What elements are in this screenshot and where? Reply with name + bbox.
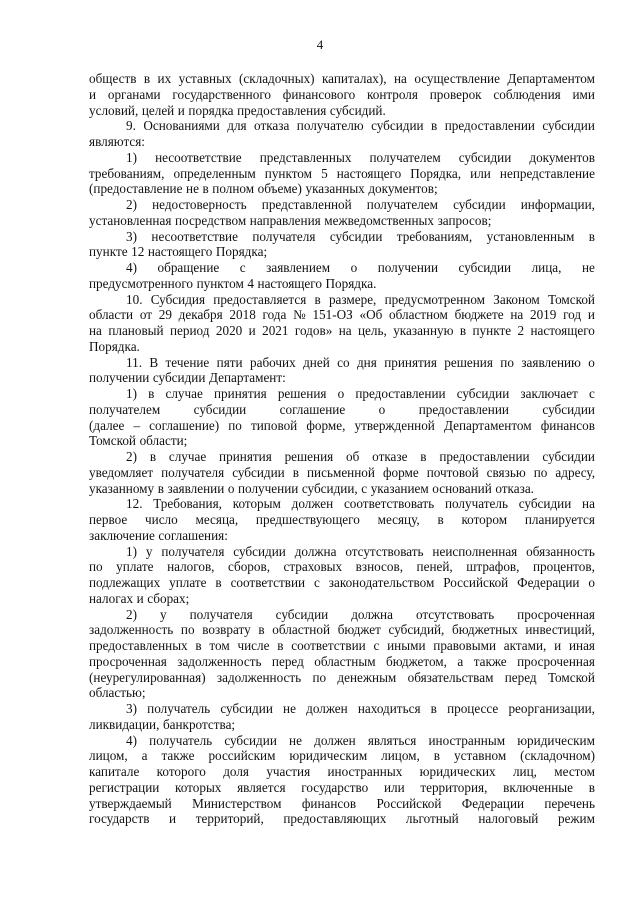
text-line: 1) несоответствие представленных получателем субсидии документов bbox=[126, 149, 595, 165]
paragraph bbox=[89, 449, 595, 496]
paragraph bbox=[89, 71, 595, 118]
paragraph bbox=[89, 386, 595, 449]
text-line: обществ в их уставных (складочных) капиталах), на осуществление Департаментом bbox=[89, 71, 595, 86]
text-line: 9. Основаниями для отказа получателю субсидии в предоставлении субсидии bbox=[126, 118, 595, 134]
text-line: предусмотренного пунктом 4 настоящего Порядка. bbox=[89, 275, 377, 291]
text-line: пункте 12 настоящего Порядка; bbox=[89, 244, 268, 260]
text-line: по уплате налогов, сборов, страховых взносов, пеней, штрафов, процентов, bbox=[89, 559, 595, 575]
text-line: (неурегулированная) задолженность по денежным обязательствам перед Томской bbox=[89, 669, 595, 685]
text-line: уведомляет получателя субсидии в письменной форме почтовой связью по адресу, bbox=[89, 464, 595, 480]
paragraph bbox=[89, 607, 595, 702]
text-line: утверждаемый Министерством финансов Российской Федерации перечень bbox=[89, 795, 595, 811]
text-line: 12. Требования, которым должен соответствовать получатель субсидии на bbox=[126, 496, 595, 512]
body-text bbox=[89, 71, 595, 827]
text-line: 4) получатель субсидии не должен являться иностранным юридическим bbox=[126, 732, 595, 748]
text-line: 4) обращение с заявлением о получении субсидии лица, не bbox=[126, 260, 595, 275]
text-line: государств и территорий, предоставляющих льготный налоговый режим bbox=[89, 811, 595, 827]
paragraph bbox=[89, 197, 595, 229]
text-line: на плановый период 2020 и 2021 годов» на цель, указанную в пункте 2 настоящего bbox=[89, 323, 595, 338]
text-line: указанному в заявлении о получении субсидии, с указанием оснований отказа. bbox=[89, 480, 534, 496]
text-line: 3) получатель субсидии не должен находиться в процессе реорганизации, bbox=[126, 701, 595, 716]
text-line: первое число месяца, предшествующего месяцу, в котором планируется bbox=[89, 512, 595, 527]
text-line: получении субсидии Департамент: bbox=[89, 370, 286, 386]
paragraph bbox=[89, 496, 595, 543]
text-line: заключение соглашения: bbox=[89, 527, 228, 543]
text-line: подлежащих уплате в соответствии с законодательством Российской Федерации о bbox=[89, 575, 595, 590]
text-line: капитале которого доля участия иностранных юридических лиц, местом bbox=[89, 764, 595, 779]
text-line: области от 29 декабря 2018 года № 151-ОЗ «Об областном бюджете на 2019 год и bbox=[89, 307, 595, 323]
text-line: 2) в случае принятия решения об отказе в предоставлении субсидии bbox=[126, 449, 595, 464]
text-line: просроченная задолженность перед областным бюджетом, а также просроченная bbox=[89, 653, 595, 669]
text-line: Томской области; bbox=[89, 433, 188, 449]
paragraph bbox=[89, 701, 595, 733]
text-line: налогах и сборах; bbox=[89, 590, 190, 606]
text-line: задолженность по возврату в областной бюджет субсидий, бюджетных инвестиций, bbox=[89, 622, 595, 638]
text-line: условий, целей и порядка предоставления субсидий. bbox=[89, 102, 386, 118]
text-line: и органами государственного финансового контроля проверок соблюдения ими bbox=[89, 86, 595, 102]
text-line: 2) недостоверность представленной получателем субсидии информации, bbox=[126, 197, 595, 212]
text-line: (предоставление не в полном объеме) указанных документов; bbox=[89, 181, 438, 197]
paragraph bbox=[89, 733, 595, 828]
text-line: 11. В течение пяти рабочих дней со дня принятия решения по заявлению о bbox=[126, 354, 595, 370]
text-line: 3) несоответствие получателя субсидии требованиям, установленным в bbox=[126, 228, 595, 244]
text-line: 1) в случае принятия решения о предоставлении субсидии заключает с bbox=[126, 386, 595, 401]
paragraph bbox=[89, 260, 595, 292]
text-line: предоставленных в том числе в соответствии с иными правовыми актами, и иная bbox=[89, 638, 595, 653]
text-line: регистрации которых является государство или территория, включенные в bbox=[89, 779, 595, 795]
text-line: Порядка. bbox=[89, 338, 140, 354]
paragraph bbox=[89, 544, 595, 607]
text-line: получателем субсидии соглашение о предоставлении субсидии bbox=[89, 401, 595, 417]
text-line: (далее – соглашение) по типовой форме, утвержденной Департаментом финансов bbox=[89, 417, 595, 433]
paragraph bbox=[89, 150, 595, 197]
text-line: лицом, а также российским юридическим лицом, в уставном (складочном) bbox=[89, 748, 595, 764]
paragraph bbox=[89, 292, 595, 355]
text-line: 1) у получателя субсидии должна отсутствовать неисполненная обязанность bbox=[126, 543, 595, 559]
text-line: ликвидации, банкротства; bbox=[89, 716, 236, 732]
text-line: 10. Субсидия предоставляется в размере, предусмотренном Законом Томской bbox=[126, 291, 595, 307]
page-number: 4 bbox=[316, 37, 324, 52]
text-line: 2) у получателя субсидии должна отсутствовать просроченная bbox=[126, 606, 595, 622]
text-line: установленная посредством направления межведомственных запросов; bbox=[89, 212, 492, 228]
text-line: областью; bbox=[89, 685, 146, 701]
paragraph bbox=[89, 355, 595, 387]
paragraph bbox=[89, 118, 595, 150]
text-line: являются: bbox=[89, 134, 145, 149]
paragraph bbox=[89, 229, 595, 261]
text-line: требованиям, определенным пунктом 5 настоящего Порядка, или непредставление bbox=[89, 165, 595, 181]
